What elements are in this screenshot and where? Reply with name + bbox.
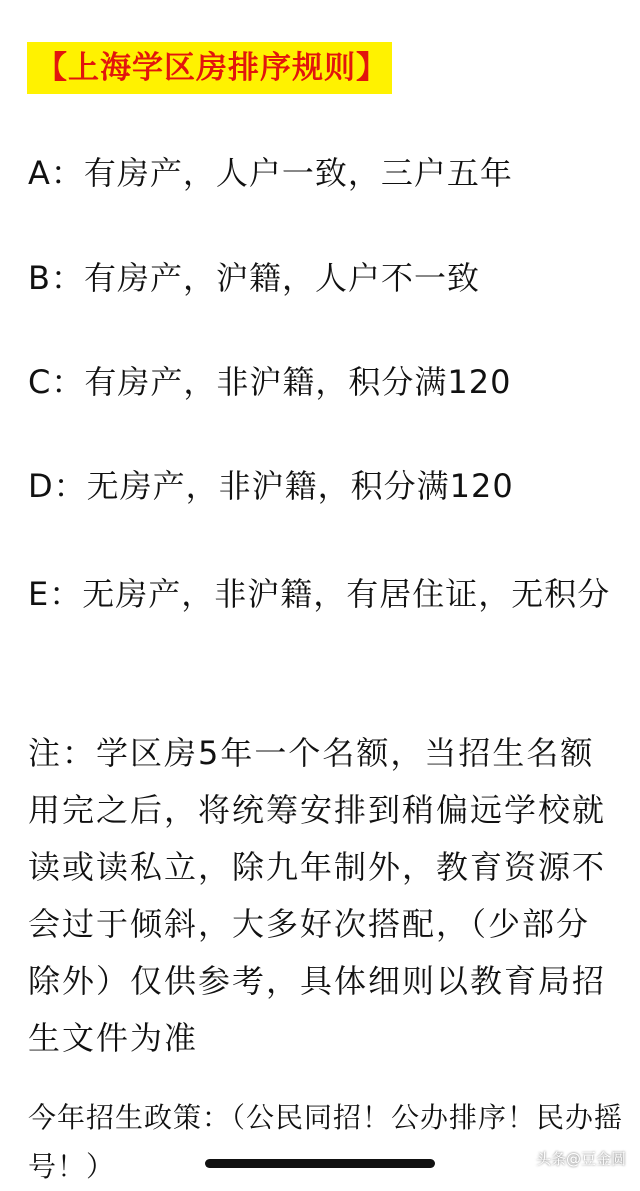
rule-d: D：无房产，非沪籍，积分满120	[28, 467, 514, 505]
note-paragraph: 注：学区房5年一个名额，当招生名额用完之后，将统筹安排到稍偏远学校就读或读私立，除九年制外，教育资源不会过于倾斜，大多好次搭配，（少部分除外）仅供参考，具体细则以教育局招生文件为准	[28, 734, 607, 1057]
rule-c: C：有房产，非沪籍，积分满120	[28, 363, 512, 401]
rule-a: A：有房产，人户一致，三户五年	[28, 154, 513, 192]
rule-b: B：有房产，沪籍，人户不一致	[28, 259, 480, 297]
page-title: 【上海学区房排序规则】	[36, 50, 388, 86]
policy-text: 今年招生政策：（公民同招！公办排序！民办摇号！）	[28, 1101, 624, 1183]
rule-e: E：无房产，非沪籍，有居住证，无积分	[28, 575, 611, 613]
watermark: 头条@豆金圆	[535, 1150, 626, 1168]
home-indicator[interactable]	[205, 1159, 435, 1168]
